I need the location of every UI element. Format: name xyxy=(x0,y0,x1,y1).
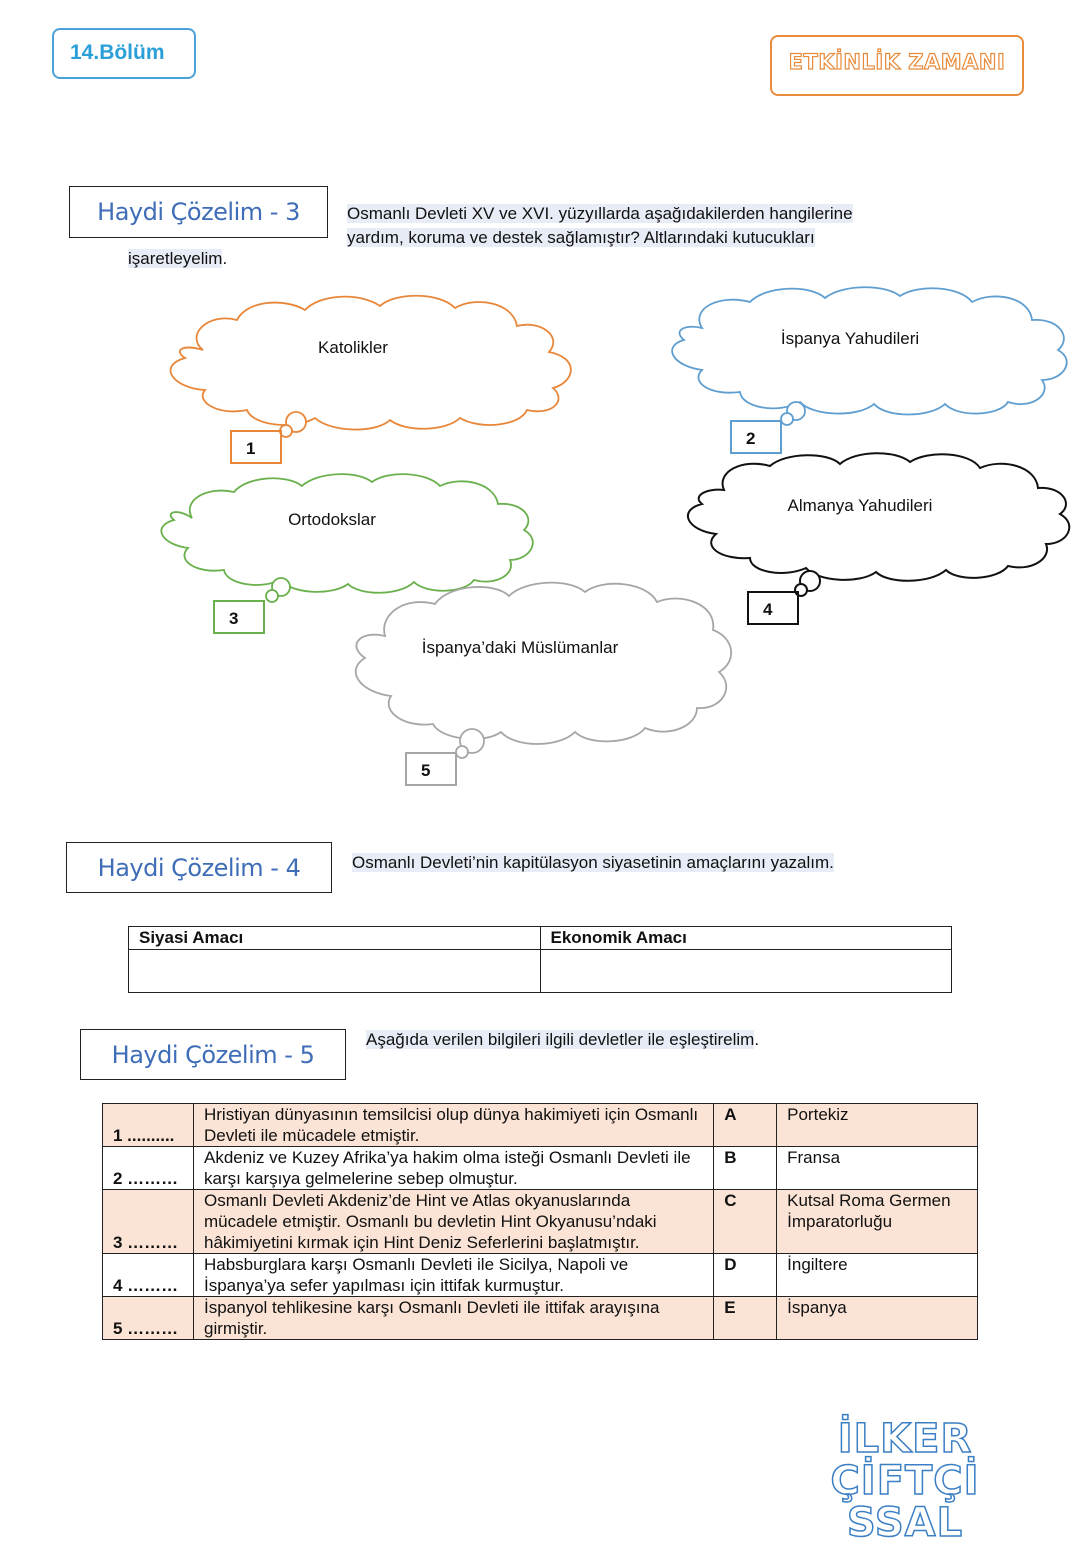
cloud-label-3: Ortodokslar xyxy=(288,510,376,529)
column-political-aim: Siyasi Amacı xyxy=(129,927,541,950)
exercise-3-instruction xyxy=(347,202,853,250)
matching-table xyxy=(102,1103,978,1340)
author-subtitle: SSAL xyxy=(846,1500,964,1546)
author-name: İLKER ÇİFTÇİ xyxy=(830,1416,980,1504)
table-row xyxy=(103,1104,978,1147)
checkbox-4[interactable]: 4 xyxy=(747,591,799,625)
state-name-c: Kutsal Roma Germen İmparatorluğu xyxy=(777,1190,978,1254)
capitulation-table xyxy=(128,926,952,993)
state-name-e: İspanya xyxy=(777,1297,978,1340)
economic-aim-answer[interactable] xyxy=(540,950,952,993)
answer-blank-1[interactable]: 1 .......... xyxy=(103,1104,194,1147)
section-label: 14.Bölüm xyxy=(52,28,196,79)
option-letter-c: C xyxy=(714,1190,777,1254)
row-info-4: Habsburglara karşı Osmanlı Devleti ile Sicilya, Napoli ve İspanya’ya sefer yapılması için ittifak kurmuştur. xyxy=(193,1254,713,1297)
answer-blank-2[interactable]: 2 ……… xyxy=(103,1147,194,1190)
checkbox-3[interactable]: 3 xyxy=(213,600,265,634)
thought-cloud-ispanya-yahudileri xyxy=(660,284,1072,429)
exercise-4-instruction-text: Osmanlı Devleti’nin kapitülasyon siyasetinin amaçlarını yazalım. xyxy=(352,853,834,872)
row-info-1: Hristiyan dünyasının temsilcisi olup dünya hakimiyeti için Osmanlı Devleti ile mücadele etmiştir. xyxy=(193,1104,713,1147)
row-info-5: İspanyol tehlikesine karşı Osmanlı Devleti ile ittifak arayışına girmiştir. xyxy=(193,1297,713,1340)
table-row xyxy=(103,1297,978,1340)
exercise-5-instruction xyxy=(366,1028,759,1052)
row-info-2: Akdeniz ve Kuzey Afrika’ya hakim olma isteği Osmanlı Devleti ile karşı karşıya gelmelerine sebep olmuştur. xyxy=(193,1147,713,1190)
political-aim-answer[interactable] xyxy=(129,950,541,993)
state-name-a: Portekiz xyxy=(777,1104,978,1147)
instruction-line-3-period: . xyxy=(222,249,228,268)
thought-cloud-katolikler xyxy=(155,292,580,442)
checkbox-5[interactable]: 5 xyxy=(405,752,457,786)
exercise-3-title: Haydi Çözelim - 3 xyxy=(69,186,328,238)
exercise-5-title: Haydi Çözelim - 5 xyxy=(80,1029,346,1080)
row-info-3: Osmanlı Devleti Akdeniz’de Hint ve Atlas okyanuslarında mücadele etmiştir. Osmanlı bu devletin Hint Okyanusu’ndaki hâkimiyetini kırmak için Hint Deniz Seferlerini başlatmıştır. xyxy=(193,1190,713,1254)
answer-blank-3[interactable]: 3 ……… xyxy=(103,1190,194,1254)
instruction-line-3: işaretleyelim xyxy=(128,249,223,268)
thought-cloud-ispanyadaki-muslumanlar xyxy=(345,578,727,763)
column-economic-aim: Ekonomik Amacı xyxy=(540,927,952,950)
author-signature xyxy=(760,1418,1050,1544)
exercise-5-instruction-period: . xyxy=(754,1030,760,1049)
option-letter-d: D xyxy=(714,1254,777,1297)
cloud-label-1: Katolikler xyxy=(318,338,388,357)
checkbox-2[interactable]: 2 xyxy=(730,420,782,454)
instruction-line-1: Osmanlı Devleti XV ve XVI. yüzyıllarda aşağıdakilerden hangilerine xyxy=(347,204,853,223)
checkbox-1[interactable]: 1 xyxy=(230,430,282,464)
exercise-4-title: Haydi Çözelim - 4 xyxy=(66,842,332,893)
table-row xyxy=(103,1254,978,1297)
exercise-4-instruction xyxy=(352,851,834,875)
state-name-b: Fransa xyxy=(777,1147,978,1190)
answer-blank-5[interactable]: 5 ……… xyxy=(103,1297,194,1340)
table-row xyxy=(103,1147,978,1190)
table-row xyxy=(103,1190,978,1254)
cloud-label-2: İspanya Yahudileri xyxy=(780,329,920,348)
option-letter-e: E xyxy=(714,1297,777,1340)
thought-cloud-almanya-yahudileri xyxy=(680,450,1068,598)
option-letter-a: A xyxy=(714,1104,777,1147)
cloud-label-4: Almanya Yahudileri xyxy=(787,496,933,515)
instruction-line-2: yardım, koruma ve destek sağlamıştır? Altlarındaki kutucukları xyxy=(347,228,815,247)
option-letter-b: B xyxy=(714,1147,777,1190)
state-name-d: İngiltere xyxy=(777,1254,978,1297)
exercise-5-instruction-text: Aşağıda verilen bilgileri ilgili devletler ile eşleştirelim xyxy=(366,1030,755,1049)
cloud-label-5: İspanya’daki Müslümanlar xyxy=(421,638,619,657)
activity-title: ETKİNLİK ZAMANI xyxy=(770,35,1024,96)
exercise-3-instruction-end xyxy=(128,247,227,271)
answer-blank-4[interactable]: 4 ……… xyxy=(103,1254,194,1297)
